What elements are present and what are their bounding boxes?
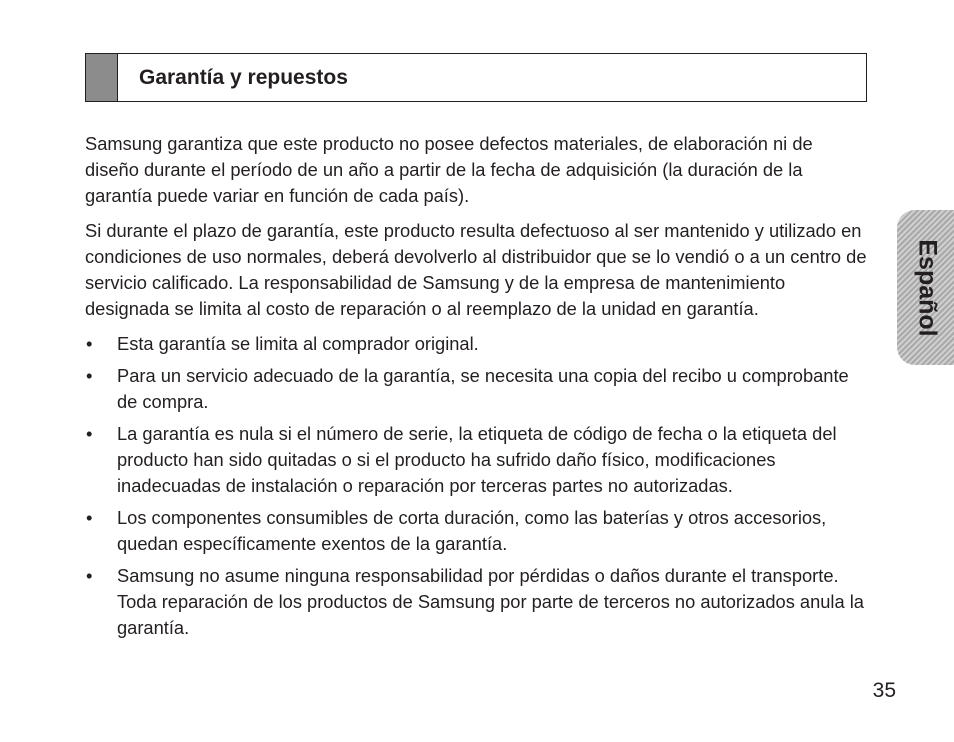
list-item-text: Los componentes consumibles de corta duración, como las baterías y otros accesorios, quedan específicamente exentos de la garantía. [117, 507, 827, 554]
section-title: Garantía y repuestos [139, 65, 348, 89]
bullet-icon: • [86, 333, 93, 354]
list-item [85, 363, 870, 415]
bullet-list [85, 331, 870, 641]
section-header-swatch [86, 54, 118, 101]
list-item [85, 563, 870, 641]
bullet-icon: • [86, 423, 93, 444]
list-item [85, 331, 870, 357]
paragraph-warranty-conditions: Si durante el plazo de garantía, este producto resulta defectuoso al ser mantenido y utilizado en condiciones de uso normales, deberá devolverlo al distribuidor que se lo vendió o a un centro de servicio calificado. La responsabilidad de Samsung y de la empresa de mantenimiento designada se limita al costo de reparación o al reemplazo de la unidad en garantía. [85, 220, 867, 319]
bullet-icon: • [86, 507, 93, 528]
list-item-text: Para un servicio adecuado de la garantía, se necesita una copia del recibo u comprobante de compra. [117, 365, 849, 412]
list-item [85, 421, 870, 499]
bullet-icon: • [86, 365, 93, 386]
paragraph-warranty-intro: Samsung garantiza que este producto no posee defectos materiales, de elaboración ni de diseño durante el período de un año a partir de la fecha de adquisición (la duración de la garantía puede variar en función de cada país). [85, 133, 813, 206]
list-item-text: Samsung no asume ninguna responsabilidad por pérdidas o daños durante el transporte. Toda reparación de los productos de Samsung por parte de terceros no autorizados anula la garantía. [117, 565, 864, 638]
list-item-text: La garantía es nula si el número de serie, la etiqueta de código de fecha o la etiqueta del producto han sido quitadas o si el producto ha sufrido daño físico, modificaciones inadecuadas de instalación o reparación por terceras partes no autorizadas. [117, 423, 837, 496]
language-tab [897, 210, 954, 365]
bullet-icon: • [86, 565, 93, 586]
page-number: 35 [872, 679, 896, 702]
list-item [85, 505, 870, 557]
section-header [85, 53, 867, 102]
main-content [85, 131, 870, 647]
list-item-text: Esta garantía se limita al comprador original. [117, 333, 479, 354]
language-tab-label: Español [913, 238, 942, 337]
